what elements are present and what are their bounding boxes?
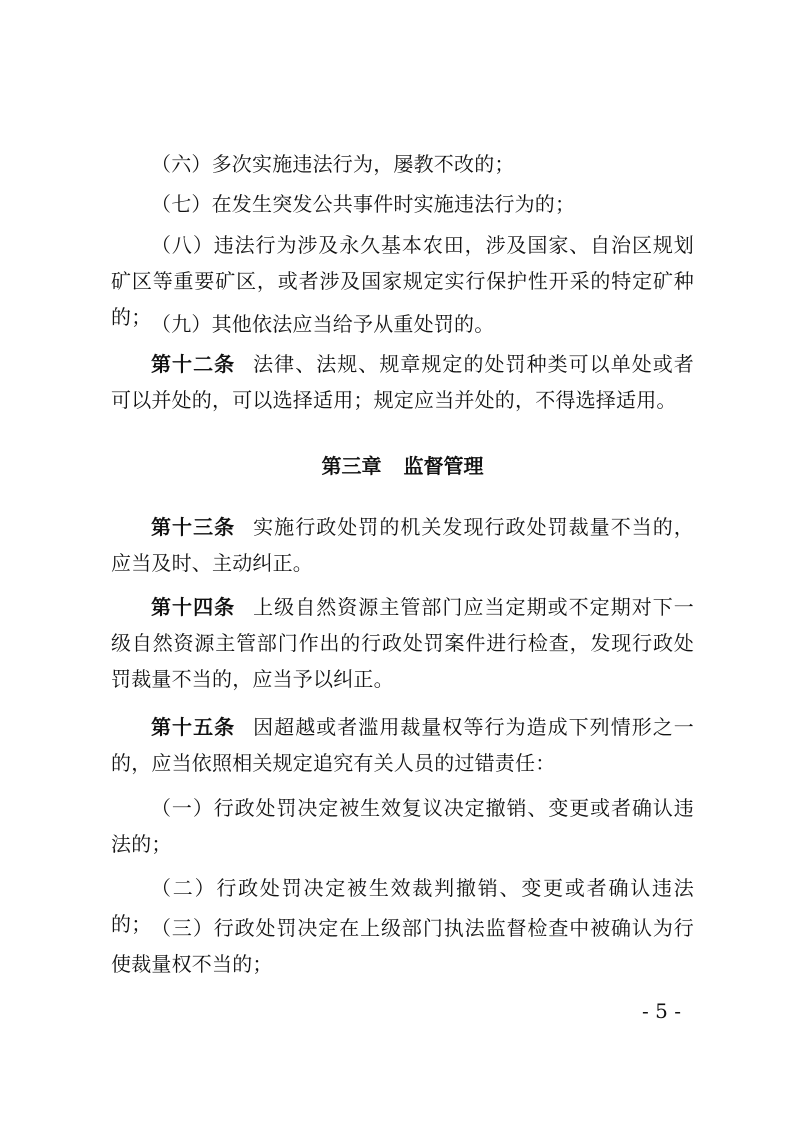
item-label: （八） <box>151 233 214 257</box>
article-12 <box>111 346 694 418</box>
item-label: （三） <box>151 916 214 940</box>
item-label: （二） <box>151 876 217 900</box>
article-heading: 第十五条 <box>151 715 236 739</box>
item-label: （七） <box>151 192 212 216</box>
item-text: 多次实施违法行为，屡教不改的； <box>211 152 515 176</box>
item-text: 其他依法应当给予从重处罚的。 <box>211 312 495 336</box>
item-text: 行政处罚决定被生效裁判撤销、变更或者确认违法的； <box>111 876 694 936</box>
article-heading: 第十三条 <box>151 515 236 539</box>
item-text: 在发生突发公共事件时实施违法行为的； <box>211 192 576 216</box>
list-item-7 <box>111 186 694 222</box>
item-label: （一） <box>151 796 214 820</box>
article-text: 因超越或者滥用裁量权等行为造成下列情形之一的，应当依照相关规定追究有关人员的过错责任： <box>111 715 694 775</box>
chapter-number: 第三章 <box>321 454 382 478</box>
page-number: - 5 - <box>642 999 681 1023</box>
item-text: 行政处罚决定被生效复议决定撤销、变更或者确认违法的； <box>111 796 694 856</box>
article-text: 实施行政处罚的机关发现行政处罚裁量不当的，应当及时、主动纠正。 <box>111 515 694 575</box>
article-heading: 第十四条 <box>151 595 236 619</box>
item-text: 行政处罚决定在上级部门执法监督检查中被确认为行使裁量权不当的； <box>111 916 694 976</box>
list-item-6 <box>111 146 694 182</box>
item-text: 违法行为涉及永久基本农田，涉及国家、自治区规划矿区等重要矿区，或者涉及国家规定实行保护性开采的特定矿种的； <box>111 233 694 329</box>
article-text: 法律、法规、规章规定的处罚种类可以单处或者可以并处的，可以选择适用；规定应当并处的，不得选择适用。 <box>111 352 694 412</box>
chapter-title <box>111 448 694 484</box>
subitem-3 <box>111 910 694 982</box>
item-label: （九） <box>151 312 212 336</box>
item-label: （六） <box>151 152 212 176</box>
subitem-1 <box>111 790 694 862</box>
article-heading: 第十二条 <box>151 352 236 376</box>
chapter-name: 监督管理 <box>403 454 484 478</box>
article-13 <box>111 509 694 581</box>
article-text: 上级自然资源主管部门应当定期或不定期对下一级自然资源主管部门作出的行政处罚案件进行检查，发现行政处罚裁量不当的，应当予以纠正。 <box>111 595 694 691</box>
article-14 <box>111 589 694 697</box>
list-item-9 <box>111 306 694 342</box>
article-15 <box>111 709 694 781</box>
